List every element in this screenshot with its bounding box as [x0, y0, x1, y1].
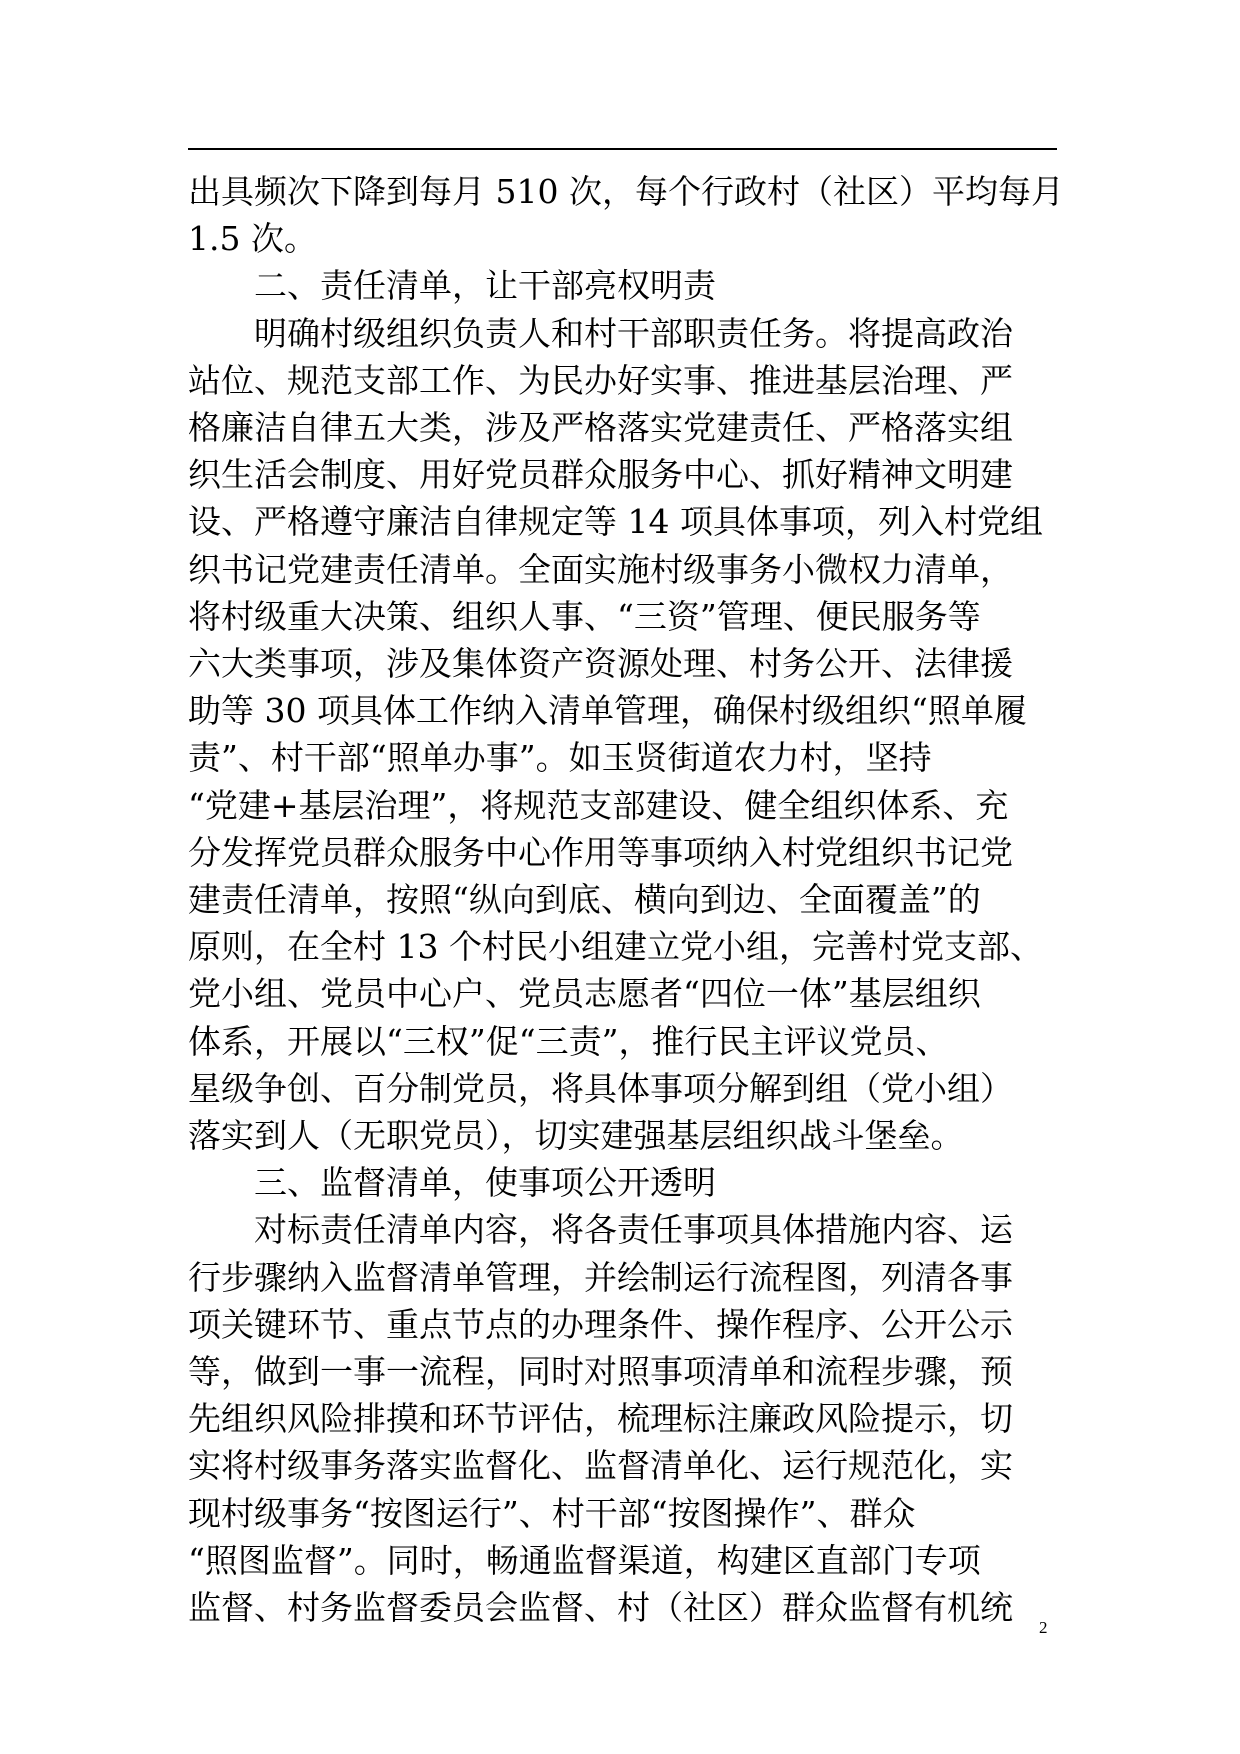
body-line: 落实到人（无职党员），切实建强基层组织战斗堡垒。	[188, 1116, 964, 1156]
body-line: 设、严格遵守廉洁自律规定等 14 项具体事项，列入村党组	[188, 502, 1043, 542]
body-line: 现村级事务“按图运行”、村干部“按图操作”、群众	[188, 1493, 916, 1533]
body-line: 责”、村干部“照单办事”。如玉贤街道农力村，坚持	[188, 738, 932, 778]
body-line: 党小组、党员中心户、党员志愿者“四位一体”基层组织	[188, 974, 981, 1014]
body-line: 体系，开展以“三权”促“三责”，推行民主评议党员、	[188, 1021, 949, 1061]
body-line: 织生活会制度、用好党员群众服务中心、抓好精神文明建	[188, 455, 1013, 495]
body-line: 格廉洁自律五大类，涉及严格落实党建责任、严格落实组	[188, 408, 1013, 448]
body-line: 织书记党建责任清单。全面实施村级事务小微权力清单，	[188, 549, 1013, 589]
body-line: 助等 30 项具体工作纳入清单管理，确保村级组织“照单履	[188, 691, 1027, 731]
page-number: 2	[1039, 1618, 1048, 1637]
header-rule	[188, 148, 1057, 150]
body-line: 项关键环节、重点节点的办理条件、操作程序、公开公示	[188, 1304, 1013, 1344]
body-line: “照图监督”。同时，畅通监督渠道，构建区直部门专项	[188, 1540, 981, 1580]
body-line: 将村级重大决策、组织人事、“三资”管理、便民服务等	[188, 596, 981, 636]
body-line: 建责任清单，按照“纵向到底、横向到边、全面覆盖”的	[188, 880, 981, 920]
document-body	[188, 168, 1064, 1631]
body-line: 原则，在全村 13 个村民小组建立党小组，完善村党支部、	[188, 927, 1043, 967]
body-line: 等，做到一事一流程，同时对照事项清单和流程步骤，预	[188, 1352, 1013, 1392]
body-line: 明确村级组织负责人和村干部职责任务。将提高政治	[254, 313, 1013, 353]
body-line: 监督、村务监督委员会监督、村（社区）群众监督有机统	[188, 1588, 1013, 1628]
section-heading: 三、监督清单，使事项公开透明	[254, 1163, 716, 1203]
body-line: 出具频次下降到每月 510 次，每个行政村（社区）平均每月	[188, 172, 1064, 211]
body-line: 对标责任清单内容，将各责任事项具体措施内容、运	[254, 1210, 1013, 1250]
body-line: 行步骤纳入监督清单管理，并绘制运行流程图，列清各事	[188, 1257, 1013, 1297]
body-line: 星级争创、百分制党员，将具体事项分解到组（党小组）	[188, 1068, 1013, 1108]
body-line: 实将村级事务落实监督化、监督清单化、运行规范化，实	[188, 1446, 1013, 1486]
body-line: 站位、规范支部工作、为民办好实事、推进基层治理、严	[188, 360, 1013, 400]
body-line: 六大类事项，涉及集体资产资源处理、村务公开、法律援	[188, 644, 1013, 684]
body-line: 1.5 次。	[188, 219, 317, 259]
body-line: 先组织风险排摸和环节评估，梳理标注廉政风险提示，切	[188, 1399, 1013, 1439]
section-heading: 二、责任清单，让干部亮权明责	[254, 266, 716, 306]
body-line: “党建+基层治理”，将规范支部建设、健全组织体系、充	[188, 785, 1009, 825]
body-line: 分发挥党员群众服务中心作用等事项纳入村党组织书记党	[188, 832, 1013, 872]
